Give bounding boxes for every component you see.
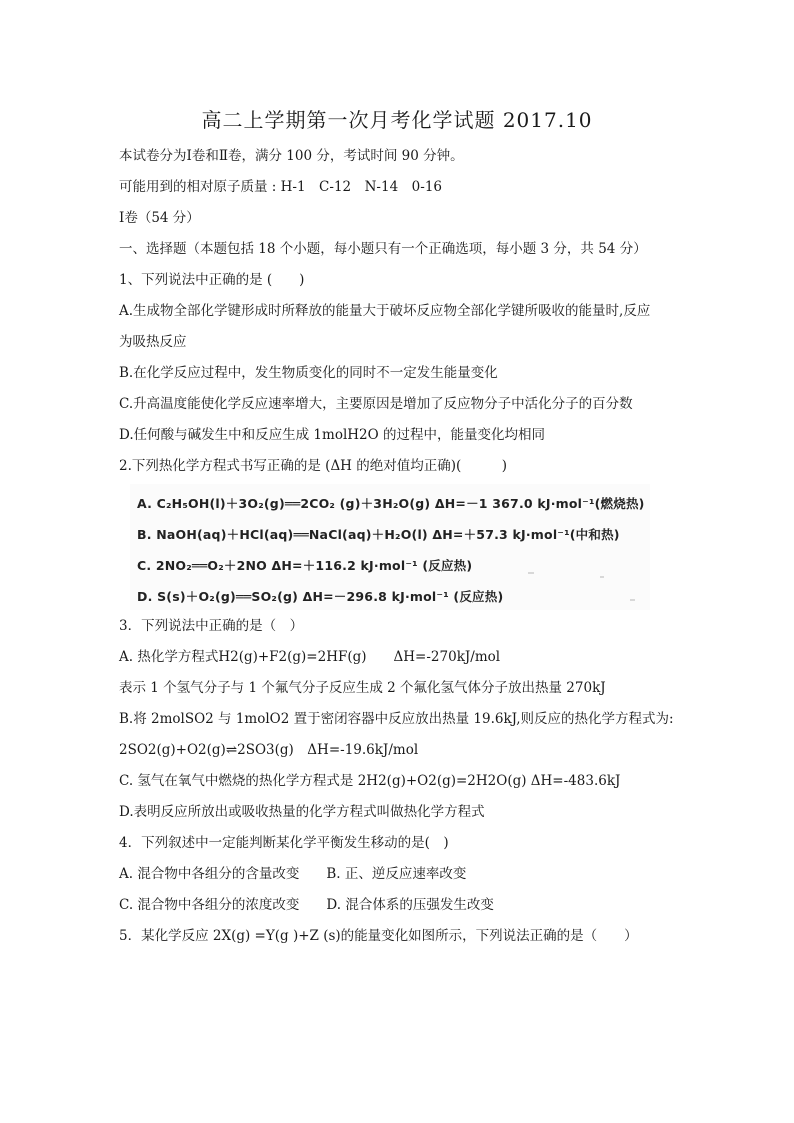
question-3-option-c: C. 氢气在氧气中燃烧的热化学方程式是 2H2(g)+O2(g)=2H2O(g) ΔH=-483.6kJ bbox=[119, 773, 621, 789]
question-3-option-a-cont: 表示 1 个氢气分子与 1 个氟气分子反应生成 2 个氟化氢气体分子放出热量 270kJ bbox=[119, 680, 606, 696]
question-3-option-d: D.表明反应所放出或吸收热量的化学方程式叫做热化学方程式 bbox=[119, 804, 485, 820]
section-label: Ⅰ卷（54 分） bbox=[119, 210, 200, 226]
question-4-stem: 4．下列叙述中一定能判断某化学平衡发生移动的是( ) bbox=[119, 835, 449, 851]
question-2-option-b: B. NaOH(aq)＋HCl(aq)══NaCl(aq)＋H₂O(l) ΔH=＋57.3 kJ·mol⁻¹(中和热) bbox=[137, 527, 620, 542]
question-3-stem: 3．下列说法中正确的是（ ） bbox=[119, 618, 304, 634]
question-1-option-b: B.在化学反应过程中，发生物质变化的同时不一定发生能量变化 bbox=[119, 365, 498, 381]
section-instruction: 一、选择题（本题包括 18 个小题，每小题只有一个正确选项，每小题 3 分，共 54 分） bbox=[119, 241, 647, 257]
question-1-option-a: A.生成物全部化学键形成时所释放的能量大于破坏反应物全部化学键所吸收的能量时,反应 bbox=[119, 303, 651, 319]
question-4-options-cd: C. 混合物中各组分的浓度改变 D. 混合体系的压强发生改变 bbox=[119, 897, 494, 913]
question-4-options-ab: A. 混合物中各组分的含量改变 B. 正、逆反应速率改变 bbox=[119, 866, 467, 882]
question-1-option-c: C.升高温度能使化学反应速率增大，主要原因是增加了反应物分子中活化分子的百分数 bbox=[119, 396, 633, 412]
question-1-option-d: D.任何酸与碱发生中和反应生成 1molH2O 的过程中，能量变化均相同 bbox=[119, 427, 545, 443]
intro-line: 本试卷分为Ⅰ卷和Ⅱ卷，满分 100 分，考试时间 90 分钟。 bbox=[119, 148, 464, 164]
question-1-stem: 1、下列说法中正确的是 ( ) bbox=[119, 272, 305, 288]
question-2-option-d: D. S(s)＋O₂(g)══SO₂(g) ΔH=－296.8 kJ·mol⁻¹ (反应热) bbox=[137, 589, 504, 604]
question-3-option-b-cont: 2SO2(g)+O2(g)⇌2SO3(g) ΔH=-19.6kJ/mol bbox=[119, 742, 419, 758]
intro-line: 可能用到的相对原子质量 : H-1 C-12 N-14 0-16 bbox=[119, 179, 443, 195]
question-2-option-c: C. 2NO₂══O₂＋2NO ΔH=＋116.2 kJ·mol⁻¹ (反应热) bbox=[137, 558, 473, 573]
scan-speck bbox=[600, 576, 604, 578]
question-1-option-a-cont: 为吸热反应 bbox=[119, 334, 187, 350]
question-2-stem: 2.下列热化学方程式书写正确的是 (ΔH 的绝对值均正确)( ) bbox=[119, 458, 508, 474]
question-5-stem: 5．某化学反应 2X(g) =Y(g )+Z (s)的能量变化如图所示，下列说法正确的是（ ） bbox=[119, 928, 638, 944]
question-2-option-a: A. C₂H₅OH(l)＋3O₂(g)══2CO₂ (g)＋3H₂O(g) ΔH=－1 367.0 kJ·mol⁻¹(燃烧热) bbox=[137, 496, 645, 511]
question-3-option-b: B.将 2molSO2 与 1molO2 置于密闭容器中反应放出热量 19.6kJ,则反应的热化学方程式为: bbox=[119, 711, 674, 727]
page-title: 高二上学期第一次月考化学试题 2017.10 bbox=[201, 108, 593, 132]
question-3-option-a: A. 热化学方程式H2(g)+F2(g)=2HF(g) ΔH=-270kJ/mol bbox=[119, 649, 501, 665]
